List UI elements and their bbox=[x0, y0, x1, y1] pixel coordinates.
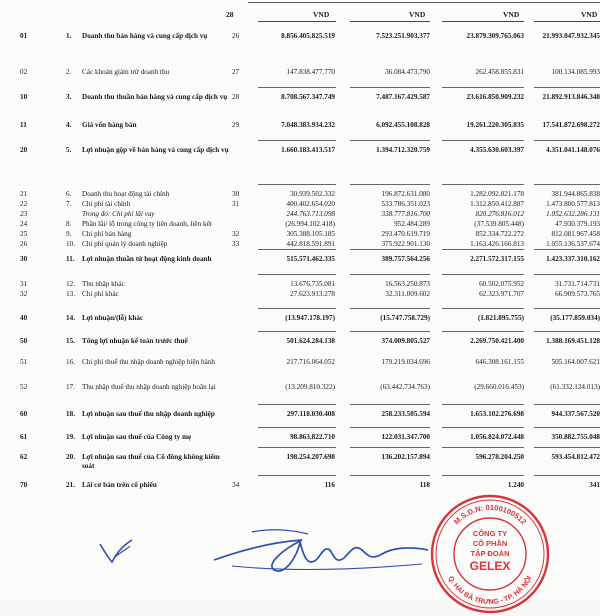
stamp-line1: CÔNG TY bbox=[472, 529, 508, 538]
row-value-current-ytd: 1.312.850.412.887 bbox=[470, 200, 524, 208]
row-note: 32 bbox=[232, 230, 240, 238]
row-code: 50 bbox=[20, 337, 28, 345]
row-note: 31 bbox=[232, 200, 240, 208]
row-separator bbox=[350, 87, 430, 88]
row-note: 29 bbox=[232, 121, 240, 129]
partial-note-header: 28 bbox=[226, 10, 234, 19]
row-value-current-quarter: 8.856.405.825.519 bbox=[281, 32, 335, 40]
row-separator bbox=[534, 140, 600, 141]
row-value-current-ytd: (29.660.016.453) bbox=[474, 383, 524, 391]
stamp-reg-no: M.S.D.N: 0100100512 bbox=[451, 502, 529, 527]
row-value-prior-ytd: 593.454.812.472 bbox=[551, 453, 600, 461]
row-value-current-ytd: 820.276.816.012 bbox=[475, 210, 524, 218]
row-label: Tổng lợi nhuận kế toán trước thuế bbox=[82, 337, 188, 345]
row-code: 01 bbox=[20, 32, 28, 40]
row-value-current-ytd: 1.056.824.072.448 bbox=[470, 433, 524, 441]
row-label: Lợi nhuận thuần từ hoạt động kinh doanh bbox=[82, 255, 212, 263]
row-separator bbox=[350, 404, 430, 405]
row-separator bbox=[258, 249, 336, 250]
row-separator bbox=[258, 331, 336, 332]
row-value-prior-ytd: 100.134.085.993 bbox=[551, 68, 600, 76]
row-label: Doanh thu hoạt động tài chính bbox=[82, 190, 170, 198]
row-value-current-quarter: 1.660.183.413.517 bbox=[281, 146, 335, 154]
row-index: 2. bbox=[66, 68, 72, 76]
row-code: 11 bbox=[20, 121, 27, 129]
row-index: 14. bbox=[66, 314, 75, 322]
row-label: Thu nhập khác bbox=[82, 280, 125, 288]
row-index: 8. bbox=[66, 220, 72, 228]
stamp-district: Q. HAI BÀ TRƯNG - TP. HÀ NỘI bbox=[446, 575, 534, 607]
row-value-prior-quarter: 952.484.289 bbox=[394, 220, 430, 228]
stamp-brand: GELEX bbox=[469, 559, 511, 573]
row-label: Doanh thu thuần bán hàng và cung cấp dịch vụ bbox=[82, 93, 228, 101]
row-value-prior-quarter: 389.757.564.256 bbox=[381, 255, 430, 263]
row-label: Lợi nhuận sau thuế của Công ty mẹ bbox=[82, 433, 192, 441]
row-value-current-ytd: 2.271.572.317.155 bbox=[470, 255, 524, 263]
row-code: 02 bbox=[20, 68, 28, 76]
row-index: 11. bbox=[66, 255, 75, 263]
header-top-rule bbox=[248, 2, 600, 3]
unit-col2: VND bbox=[409, 10, 426, 19]
header-rule-2 bbox=[350, 21, 430, 22]
row-value-current-ytd: 596.278.204.250 bbox=[475, 453, 524, 461]
row-label: Thu nhập thuế thu nhập doanh nghiệp hoãn lại bbox=[82, 383, 216, 391]
row-label: Chi phí bán hàng bbox=[82, 230, 132, 238]
row-index: 19. bbox=[66, 433, 75, 441]
row-value-prior-quarter: 533.786.351.023 bbox=[381, 200, 430, 208]
row-code: 61 bbox=[20, 433, 28, 441]
row-value-current-quarter: 501.624.284.138 bbox=[286, 337, 335, 345]
row-value-current-quarter: 27.623.913.278 bbox=[290, 290, 335, 298]
row-separator bbox=[534, 427, 600, 428]
row-value-current-ytd: 23.879.309.765.063 bbox=[466, 32, 524, 40]
row-separator bbox=[442, 249, 524, 250]
row-separator bbox=[350, 427, 430, 428]
signature-initial-icon bbox=[96, 536, 146, 566]
row-value-current-quarter: (26.994.102.418) bbox=[285, 220, 335, 228]
row-index: 7. bbox=[66, 200, 72, 208]
row-label: Trong đó: Chi phí lãi vay bbox=[82, 210, 155, 218]
row-separator bbox=[258, 447, 336, 448]
stamp-line2: CỔ PHẦN bbox=[472, 539, 508, 548]
row-value-prior-ytd: 21.993.047.932.345 bbox=[542, 32, 600, 40]
row-note: 28 bbox=[232, 93, 240, 101]
row-index: 20. bbox=[66, 453, 75, 461]
row-separator bbox=[258, 184, 336, 185]
row-code: 70 bbox=[20, 481, 28, 489]
row-code: 10 bbox=[20, 93, 28, 101]
row-separator bbox=[442, 331, 524, 332]
row-separator bbox=[534, 331, 600, 332]
row-value-prior-ytd: 381.944.865.838 bbox=[551, 190, 600, 198]
row-value-prior-quarter: 1.394.712.320.759 bbox=[376, 146, 430, 154]
row-index: 17. bbox=[66, 383, 75, 391]
row-label: Lãi cơ bản trên cổ phiếu bbox=[82, 481, 157, 489]
row-value-current-ytd: 23.616.850.909.232 bbox=[466, 93, 524, 101]
row-value-current-ytd: 1.240 bbox=[507, 481, 524, 489]
row-value-current-ytd: 1.282.092.821.178 bbox=[470, 190, 524, 198]
row-label: Chi phí tài chính bbox=[82, 200, 131, 208]
row-index: 16. bbox=[66, 358, 75, 366]
row-value-current-quarter: 400.402.654.020 bbox=[286, 200, 335, 208]
row-note: 34 bbox=[232, 481, 240, 489]
row-value-prior-ytd: 350.882.755.048 bbox=[551, 433, 600, 441]
row-value-prior-ytd: 812.081.967.458 bbox=[551, 230, 600, 238]
row-separator bbox=[258, 87, 336, 88]
row-separator bbox=[534, 87, 600, 88]
row-note: 33 bbox=[232, 240, 240, 248]
row-value-current-quarter: 244.763.713.098 bbox=[286, 210, 335, 218]
row-label: Lợi nhuận/(lỗ) khác bbox=[82, 314, 144, 322]
row-value-current-quarter: 198.254.207.698 bbox=[286, 453, 335, 461]
director-signature-icon bbox=[212, 520, 432, 580]
row-value-current-ytd: 2.269.750.421.400 bbox=[470, 337, 524, 345]
row-value-prior-ytd: 1.473.800.577.813 bbox=[546, 200, 600, 208]
row-separator bbox=[534, 475, 600, 476]
row-value-prior-ytd: 944.337.567.520 bbox=[551, 410, 600, 418]
row-separator bbox=[442, 274, 524, 275]
row-separator bbox=[534, 404, 600, 405]
row-code: 32 bbox=[20, 290, 28, 298]
row-separator bbox=[534, 184, 600, 185]
row-label: Lợi nhuận gộp về bán hàng và cung cấp dịch vụ bbox=[82, 146, 229, 154]
row-value-current-quarter: 30.939.502.332 bbox=[290, 190, 335, 198]
row-separator bbox=[442, 404, 524, 405]
row-value-prior-quarter: 338.777.816.700 bbox=[381, 210, 430, 218]
row-code: 60 bbox=[20, 410, 28, 418]
header-rule-3 bbox=[442, 21, 524, 22]
row-value-current-quarter: 98.863.822.710 bbox=[290, 433, 335, 441]
row-value-prior-ytd: (35.177.859.034) bbox=[550, 314, 600, 322]
row-value-current-quarter: 8.708.567.347.749 bbox=[281, 93, 335, 101]
row-index: 12. bbox=[66, 280, 75, 288]
row-value-current-quarter: 217.716.064.052 bbox=[286, 358, 335, 366]
row-label: Chi phí thuế thu nhập doanh nghiệp hiện hành bbox=[82, 358, 215, 366]
row-separator bbox=[258, 475, 336, 476]
row-separator bbox=[350, 184, 430, 185]
row-value-prior-quarter: 7.487.167.429.587 bbox=[376, 93, 430, 101]
row-index: 9. bbox=[66, 230, 72, 238]
row-value-prior-ytd: 4.351.041.148.076 bbox=[546, 146, 600, 154]
row-value-prior-ytd: 341 bbox=[589, 481, 600, 489]
row-index: 6. bbox=[66, 190, 72, 198]
row-value-current-ytd: (1.821.895.755) bbox=[477, 314, 524, 322]
row-separator bbox=[258, 427, 336, 428]
row-separator bbox=[350, 331, 430, 332]
row-value-current-ytd: 62.323.971.707 bbox=[479, 290, 524, 298]
row-value-prior-quarter: (15.747.758.729) bbox=[380, 314, 430, 322]
row-note: 26 bbox=[232, 32, 240, 40]
row-value-prior-quarter: (63.442.734.763) bbox=[380, 383, 430, 391]
row-value-current-ytd: (37.539.805.448) bbox=[474, 220, 524, 228]
row-value-current-ytd: 4.355.630.603.397 bbox=[470, 146, 524, 154]
row-separator bbox=[442, 308, 524, 309]
row-value-current-ytd: 1.653.102.276.698 bbox=[470, 410, 524, 418]
row-separator bbox=[442, 184, 524, 185]
row-label: Chi phí khác bbox=[82, 290, 119, 298]
row-separator bbox=[350, 447, 430, 448]
row-code: 40 bbox=[20, 314, 28, 322]
row-separator bbox=[258, 404, 336, 405]
row-value-prior-ytd: 1.052.632.286.131 bbox=[546, 210, 600, 218]
row-value-current-quarter: (13.947.178.197) bbox=[285, 314, 335, 322]
row-value-prior-ytd: 1.055.136.537.674 bbox=[546, 240, 600, 248]
row-index: 1. bbox=[66, 32, 72, 40]
row-index: 5. bbox=[66, 146, 72, 154]
row-label: Giá vốn hàng bán bbox=[82, 121, 137, 129]
row-separator bbox=[442, 427, 524, 428]
row-code: 25 bbox=[20, 230, 28, 238]
row-separator bbox=[258, 274, 336, 275]
row-index: 21. bbox=[66, 481, 75, 489]
row-code: 20 bbox=[20, 146, 28, 154]
row-value-current-quarter: 116 bbox=[324, 481, 335, 489]
row-value-current-ytd: 19.261.220.305.835 bbox=[466, 121, 524, 129]
row-code: 52 bbox=[20, 383, 28, 391]
row-separator bbox=[534, 249, 600, 250]
row-separator bbox=[534, 308, 600, 309]
row-value-current-quarter: 147.838.477.770 bbox=[286, 68, 335, 76]
row-value-current-quarter: 515.571.462.335 bbox=[286, 255, 335, 263]
row-value-prior-quarter: 136.202.157.894 bbox=[381, 453, 430, 461]
row-value-prior-ytd: 31.731.714.731 bbox=[555, 280, 600, 288]
row-code: 31 bbox=[20, 280, 28, 288]
row-label: Chi phí quản lý doanh nghiệp bbox=[82, 240, 168, 248]
row-value-current-quarter: 7.048.383.934.232 bbox=[281, 121, 335, 129]
row-value-current-quarter: 305.388.105.185 bbox=[286, 230, 335, 238]
unit-col1: VND bbox=[313, 10, 330, 19]
row-value-prior-quarter: 36.084.473.790 bbox=[385, 68, 430, 76]
row-label: Lợi nhuận sau thuế của Cổ đông không kiểm soát bbox=[82, 453, 220, 470]
unit-col4: VND bbox=[581, 10, 598, 19]
header-rule-4 bbox=[534, 21, 600, 22]
stamp-line3: TẬP ĐOÀN bbox=[470, 549, 510, 558]
row-separator bbox=[442, 475, 524, 476]
row-separator bbox=[258, 308, 336, 309]
row-code: 26 bbox=[20, 240, 28, 248]
row-code: 23 bbox=[20, 210, 28, 218]
row-label: Phần lãi/ lỗ trong công ty liên doanh, liên kết bbox=[82, 220, 212, 228]
row-code: 51 bbox=[20, 358, 28, 366]
row-value-current-quarter: (13.209.810.322) bbox=[285, 383, 335, 391]
header-rule-1 bbox=[258, 21, 336, 22]
row-value-current-ytd: 1.163.426.166.813 bbox=[470, 240, 524, 248]
row-value-current-ytd: 262.458.855.831 bbox=[475, 68, 524, 76]
row-value-prior-ytd: 21.892.913.846.348 bbox=[542, 93, 600, 101]
company-stamp bbox=[428, 492, 552, 616]
row-value-prior-quarter: 293.470.619.719 bbox=[381, 230, 430, 238]
row-value-prior-quarter: 196.872.631.080 bbox=[381, 190, 430, 198]
row-value-prior-ytd: (61.332.124.013) bbox=[550, 383, 600, 391]
row-code: 30 bbox=[20, 255, 28, 263]
row-value-prior-quarter: 16.563.250.873 bbox=[385, 280, 430, 288]
row-index: 10. bbox=[66, 240, 75, 248]
row-separator bbox=[442, 140, 524, 141]
row-separator bbox=[350, 249, 430, 250]
row-value-prior-quarter: 6.092.455.108.828 bbox=[376, 121, 430, 129]
row-value-prior-quarter: 32.311.009.602 bbox=[385, 290, 430, 298]
row-value-current-ytd: 852.334.722.272 bbox=[475, 230, 524, 238]
row-separator bbox=[350, 140, 430, 141]
row-index: 18. bbox=[66, 410, 75, 418]
row-value-current-ytd: 60.502.075.952 bbox=[479, 280, 524, 288]
row-separator bbox=[258, 140, 336, 141]
row-value-prior-quarter: 374.009.805.527 bbox=[381, 337, 430, 345]
row-note: 30 bbox=[232, 190, 240, 198]
row-value-current-ytd: 646.308.161.155 bbox=[475, 358, 524, 366]
row-code: 24 bbox=[20, 220, 28, 228]
row-value-current-quarter: 297.118.030.408 bbox=[286, 410, 335, 418]
row-label: Doanh thu bán hàng và cung cấp dịch vụ bbox=[82, 32, 208, 40]
row-separator bbox=[534, 447, 600, 448]
row-value-current-quarter: 13.676.735.081 bbox=[290, 280, 335, 288]
row-index: 15. bbox=[66, 337, 75, 345]
row-index: 3. bbox=[66, 93, 72, 101]
row-index: 4. bbox=[66, 121, 72, 129]
row-separator bbox=[350, 475, 430, 476]
unit-col3: VND bbox=[503, 10, 520, 19]
row-value-prior-quarter: 179.219.034.696 bbox=[381, 358, 430, 366]
row-value-prior-ytd: 17.541.872.698.272 bbox=[542, 121, 600, 129]
row-label: Lợi nhuận sau thuế thu nhập doanh nghiệp bbox=[82, 410, 215, 418]
row-code: 62 bbox=[20, 453, 28, 461]
row-value-prior-quarter: 118 bbox=[419, 481, 430, 489]
row-value-prior-quarter: 375.922.901.130 bbox=[381, 240, 430, 248]
row-value-prior-ytd: 505.164.007.621 bbox=[551, 358, 600, 366]
row-value-prior-quarter: 7.523.251.903.377 bbox=[376, 32, 430, 40]
row-value-prior-quarter: 122.031.347.700 bbox=[381, 433, 430, 441]
row-value-prior-ytd: 1.423.337.310.162 bbox=[546, 255, 600, 263]
row-value-prior-ytd: 1.388.169.451.128 bbox=[546, 337, 600, 345]
row-value-prior-ytd: 66.909.573.765 bbox=[555, 290, 600, 298]
row-value-prior-ytd: 47.930.379.193 bbox=[555, 220, 600, 228]
row-separator bbox=[442, 87, 524, 88]
row-separator bbox=[534, 274, 600, 275]
row-separator bbox=[350, 308, 430, 309]
row-separator bbox=[350, 274, 430, 275]
row-value-current-quarter: 442.818.591.891 bbox=[286, 240, 335, 248]
row-value-prior-quarter: 258.233.505.594 bbox=[381, 410, 430, 418]
row-note: 27 bbox=[232, 68, 240, 76]
row-code: 22 bbox=[20, 200, 28, 208]
row-index: 13. bbox=[66, 290, 75, 298]
row-separator bbox=[442, 447, 524, 448]
row-label: Các khoản giảm trừ doanh thu bbox=[82, 68, 170, 76]
row-code: 21 bbox=[20, 190, 28, 198]
